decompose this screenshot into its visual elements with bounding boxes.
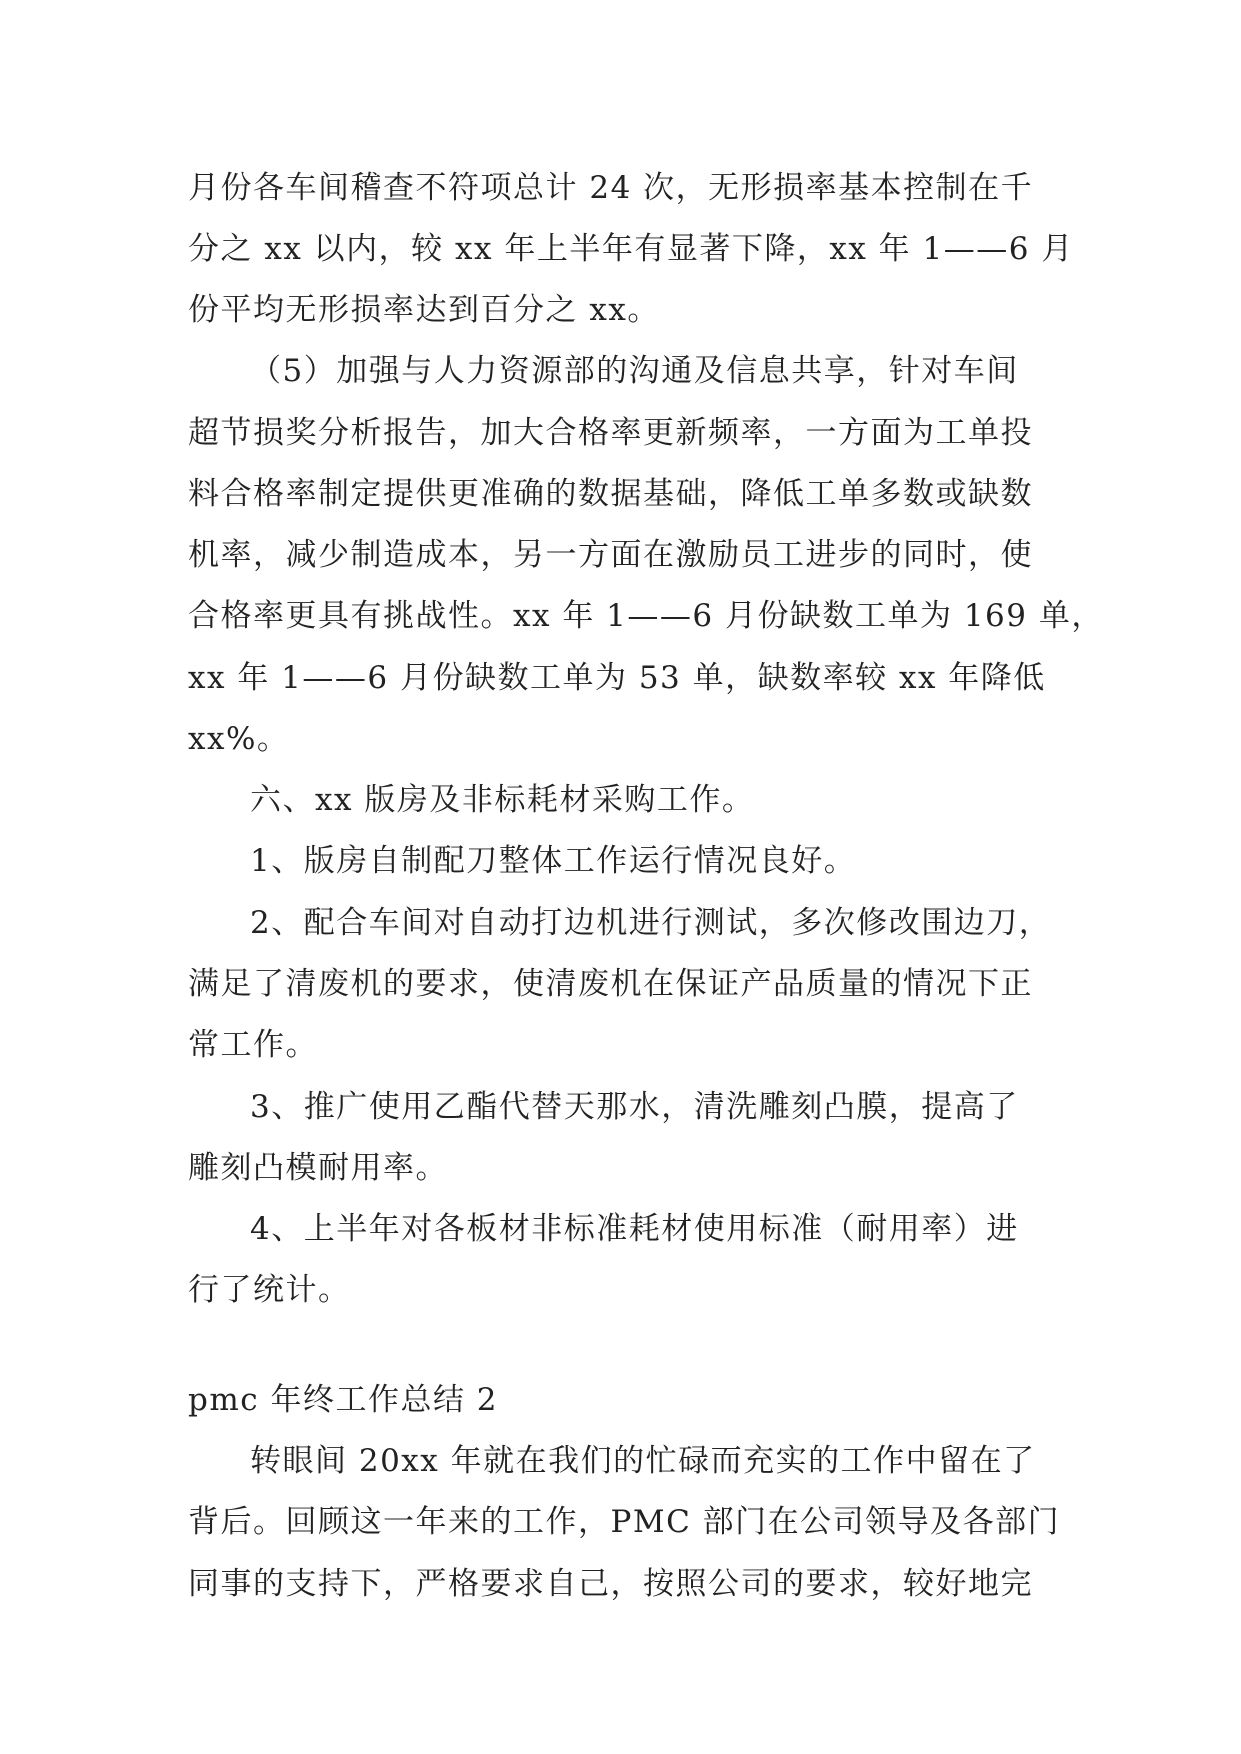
text-line: 行了统计。: [188, 1272, 351, 1308]
text-line: xx%。: [188, 721, 290, 757]
document-title: pmc 年终工作总结 2: [188, 1382, 499, 1418]
text-line: xx 年 1——6 月份缺数工单为 53 单，缺数率较 xx 年降低: [188, 660, 1046, 696]
text-line: （5）加强与人力资源部的沟通及信息共享，针对车间: [250, 353, 1019, 389]
text-line: 料合格率制定提供更准确的数据基础，降低工单多数或缺数: [188, 476, 1033, 512]
text-line: 背后。回顾这一年来的工作，PMC 部门在公司领导及各部门: [188, 1504, 1061, 1540]
text-line: 常工作。: [188, 1027, 318, 1063]
text-line: 同事的支持下，严格要求自己，按照公司的要求，较好地完: [188, 1566, 1033, 1602]
text-line: 份平均无形损率达到百分之 xx。: [188, 292, 660, 328]
text-line: 满足了清废机的要求，使清废机在保证产品质量的情况下正: [188, 966, 1033, 1002]
text-line: 雕刻凸模耐用率。: [188, 1150, 448, 1186]
section-heading: 六、xx 版房及非标耗材采购工作。: [250, 782, 755, 818]
text-line: 2、配合车间对自动打边机进行测试，多次修改围边刀，: [250, 905, 1052, 941]
text-line: 合格率更具有挑战性。xx 年 1——6 月份缺数工单为 169 单，: [188, 598, 1104, 634]
text-line: 机率，减少制造成本，另一方面在激励员工进步的同时，使: [188, 537, 1033, 573]
text-line: 超节损奖分析报告，加大合格率更新频率，一方面为工单投: [188, 415, 1033, 451]
text-line: 月份各车间稽查不符项总计 24 次，无形损率基本控制在千: [188, 170, 1034, 206]
text-line: 4、上半年对各板材非标准耗材使用标准（耐用率）进: [250, 1211, 1019, 1247]
text-line: 3、推广使用乙酯代替天那水，清洗雕刻凸膜，提高了: [250, 1089, 1019, 1125]
text-line: 1、版房自制配刀整体工作运行情况良好。: [250, 843, 857, 879]
text-line: 分之 xx 以内，较 xx 年上半年有显著下降，xx 年 1——6 月: [188, 231, 1074, 267]
text-line: 转眼间 20xx 年就在我们的忙碌而充实的工作中留在了: [250, 1443, 1036, 1479]
